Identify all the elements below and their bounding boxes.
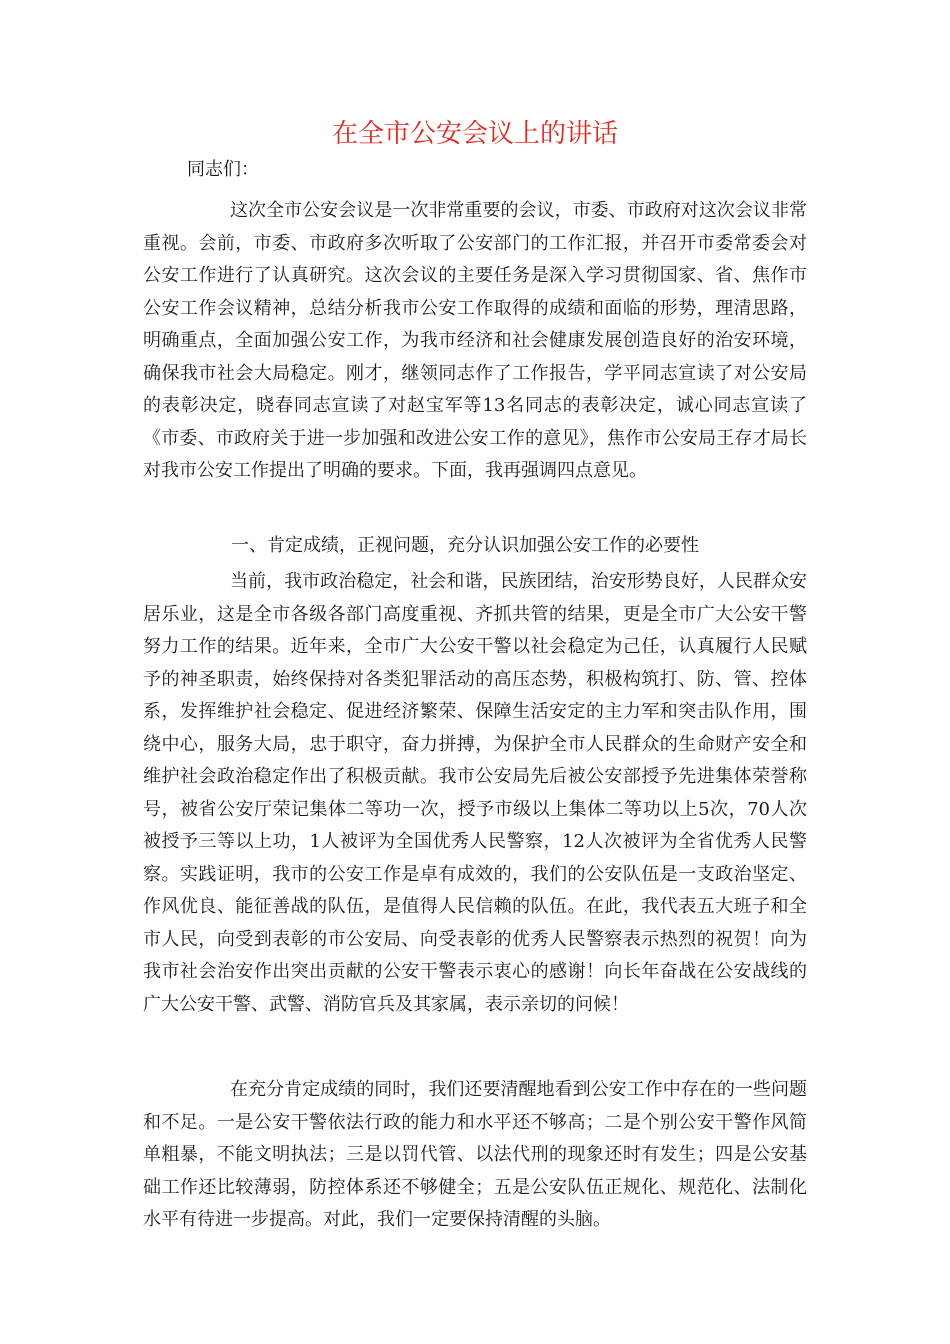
paragraph-achievements: 当前，我市政治稳定，社会和谐，民族团结，治安形势良好，人民群众安居乐业，这是全市各级各部门高度重视、齐抓共管的结果，更是全市广大公安干警努力工作的结果。近年来，全市广大公安干警以社会稳定为己任，认真履行人民赋予的神圣职责，始终保持对各类犯罪活动的高压态势，积极构筑打、防、管、控体系，发挥维护社会稳定、促进经济繁荣、保障生活安定的主力军和突击队作用，围绕中心，服务大局，忠于职守，奋力拼搏，为保护全市人民群众的生命财产安全和维护社会政治稳定作出了积极贡献。我市公安局先后被公安部授予先进集体荣誉称号，被省公安厅荣记集体二等功一次，授予市级以上集体二等功以上5次，70人次被授予三等以上功，1人被评为全国优秀人民警察，12人次被评为全省优秀人民警察。实践证明，我市的公安工作是卓有成效的，我们的公安队伍是一支政治坚定、作风优良、能征善战的队伍，是值得人民信赖的队伍。在此，我代表五大班子和全市人民，向受到表彰的市公安局、向受表彰的优秀人民警察表示热烈的祝贺！向为我市社会治安作出突出贡献的公安干警表示衷心的感谢！向长年奋战在公安战线的广大公安干警、武警、消防官兵及其家属，表示亲切的问候！: [143, 571, 807, 1015]
salutation: 同志们：: [187, 159, 259, 180]
paragraph-problems: 在充分肯定成绩的同时，我们还要清醒地看到公安工作中存在的一些问题和不足。一是公安干警依法行政的能力和水平还不够高；二是个别公安干警作风简单粗暴，不能文明执法；三是以罚代管、以法代刑的现象还时有发生；四是公安基础工作还比较薄弱，防控体系还不够健全；五是公安队伍正规化、规范化、法制化水平有待进一步提高。对此，我们一定要保持清醒的头脑。: [143, 1079, 807, 1230]
section-heading: 一、肯定成绩，正视问题，充分认识加强公安工作的必要性: [231, 535, 699, 556]
paragraph-intro: 这次全市公安会议是一次非常重要的会议，市委、市政府对这次会议非常重视。会前，市委、市政府多次听取了公安部门的工作汇报，并召开市委常委会对公安工作进行了认真研究。这次会议的主要任务是深入学习贯彻国家、省、焦作市公安工作会议精神，总结分析我市公安工作取得的成绩和面临的形势，理清思路，明确重点，全面加强公安工作，为我市经济和社会健康发展创造良好的治安环境，确保我市社会大局稳定。刚才，继领同志作了工作报告，学平同志宣读了对公安局的表彰决定，晓春同志宣读了对赵宝军等13名同志的表彰决定，诚心同志宣读了《市委、市政府关于进一步加强和改进公安工作的意见》，焦作市公安局王存才局长对我市公安工作提出了明确的要求。下面，我再强调四点意见。: [143, 200, 807, 481]
document-title: 在全市公安会议上的讲话: [331, 119, 618, 149]
